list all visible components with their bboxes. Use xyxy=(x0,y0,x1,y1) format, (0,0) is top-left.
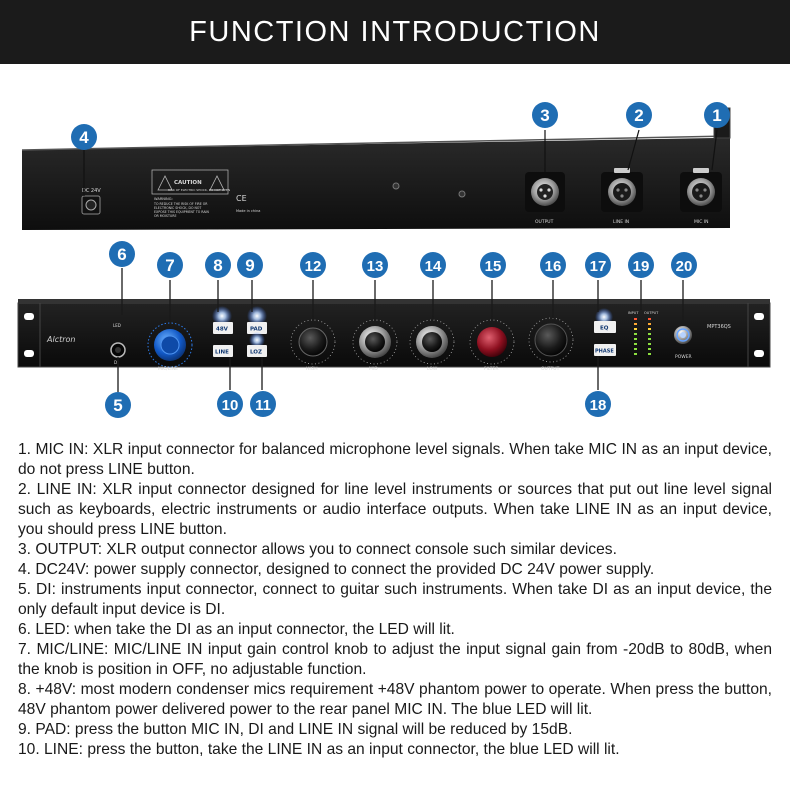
warning-line-3: ELECTRONIC SHOCK, DO NOT xyxy=(154,206,202,210)
description-item: 10. LINE: press the button, take the LINE IN as an input connector, the blue LED will lit. xyxy=(18,741,620,758)
badge-10 xyxy=(217,391,243,417)
description-item: 1. MIC IN: XLR input connector for balanced microphone level signals. When take MIC IN as an input device, do not press LINE button. xyxy=(18,441,772,478)
badge-13 xyxy=(362,252,388,278)
badge-15 xyxy=(480,252,506,278)
description-item: 6. LED: when take the DI as an input connector, the LED will lit. xyxy=(18,621,455,638)
badge-9 xyxy=(237,252,263,278)
line-button[interactable] xyxy=(213,345,233,357)
svg-text:14: 14 xyxy=(424,258,442,275)
warning-line-2: TO REDUCE THE RISK OF FIRE OR xyxy=(154,202,208,206)
svg-text:2: 2 xyxy=(634,106,644,125)
badge-14 xyxy=(420,252,446,278)
badge-7 xyxy=(157,252,183,278)
loz-button[interactable] xyxy=(247,345,267,357)
svg-text:19: 19 xyxy=(632,258,650,275)
page-title: FUNCTION INTRODUCTION xyxy=(189,15,601,48)
description-item: 9. PAD: press the button MIC IN, DI and LINE IN signal will be reduced by 15dB. xyxy=(18,721,573,738)
power-label: POWER xyxy=(675,355,692,360)
svg-text:15: 15 xyxy=(484,258,502,275)
svg-text:12: 12 xyxy=(304,258,322,275)
badge-2 xyxy=(626,102,652,128)
loz-button-label: LOZ xyxy=(250,349,262,356)
badge-12 xyxy=(300,252,326,278)
front-panel xyxy=(18,299,770,372)
description-item: 7. MIC/LINE: MIC/LINE IN input gain control knob to adjust the input signal gain from -20dB to 80dB, when the knob is position in OFF, no adjustable function. xyxy=(18,641,772,678)
mic-line-label: MIC/LINE xyxy=(158,367,178,372)
mid-label: MID xyxy=(369,367,378,372)
line-in-label: LINE IN xyxy=(613,220,630,225)
warning-line-1: WARNING: xyxy=(154,197,173,201)
description-item: 8. +48V: most modern condenser mics requirement +48V phantom power to operate. When press the button, 48V phantom power delivered power to the rear panel MIC IN. The blue LED will lit. xyxy=(18,681,772,718)
svg-text:8: 8 xyxy=(213,256,223,275)
caution-sub: RISK OF ELECTRIC SHOCK, DO NOT OPEN xyxy=(168,188,231,192)
phase-button-label: PHASE xyxy=(595,348,614,355)
svg-text:10: 10 xyxy=(221,397,239,414)
mic-in-label: MIC IN xyxy=(694,220,709,225)
svg-text:13: 13 xyxy=(366,258,384,275)
eq-button-label: EQ xyxy=(600,325,609,332)
48v-button-label: 48V xyxy=(216,326,228,333)
badge-3 xyxy=(532,102,558,128)
description-item: 4. DC24V: power supply connector, designed to connect the provided DC 24V power supply. xyxy=(18,561,655,578)
badge-4 xyxy=(71,124,97,150)
warning-line-4: EXPOSE THIS EQUIPMENT TO RAIN xyxy=(154,210,209,214)
caution-title: CAUTION xyxy=(174,180,202,186)
xlr-mic-in-connector[interactable] xyxy=(680,168,722,212)
badge-16 xyxy=(540,252,566,278)
dc-power-jack[interactable] xyxy=(82,196,100,214)
badge-18 xyxy=(585,391,611,417)
ce-mark: CE xyxy=(236,194,247,203)
svg-text:17: 17 xyxy=(589,258,607,275)
low-label: LOW xyxy=(427,367,438,372)
badge-5 xyxy=(105,392,131,418)
input-meter-label: INPUT xyxy=(628,311,639,315)
dc-label: DC 24V xyxy=(82,188,101,194)
description-item: 5. DI: instruments input connector, connect to guitar such instruments. When take DI as an input device, the only default input device is DI. xyxy=(18,581,772,618)
warning-line-5: OR MOISTURE xyxy=(154,214,177,218)
svg-text:11: 11 xyxy=(255,397,271,414)
di-label: DI xyxy=(114,360,119,365)
badge-19 xyxy=(628,252,654,278)
svg-text:3: 3 xyxy=(540,106,550,125)
badge-8 xyxy=(205,252,231,278)
led-label: LED xyxy=(113,323,121,328)
badge-6 xyxy=(109,241,135,267)
xlr-line-in-connector[interactable] xyxy=(601,168,643,212)
function-descriptions xyxy=(18,440,772,760)
filter-label: FILTER xyxy=(484,367,499,372)
description-item: 3. OUTPUT: XLR output connector allows you to connect console such similar devices. xyxy=(18,541,617,558)
svg-text:1: 1 xyxy=(712,106,722,125)
svg-text:20: 20 xyxy=(675,258,693,275)
output-meter-label: OUTPUT xyxy=(644,311,659,315)
model-label: MPT36QS xyxy=(707,324,731,330)
badge-1 xyxy=(704,102,730,128)
eq-button[interactable] xyxy=(594,321,616,333)
badge-17 xyxy=(585,252,611,278)
page-header xyxy=(0,0,790,64)
made-in-label: Made in china xyxy=(236,209,261,213)
badge-11 xyxy=(250,391,276,417)
svg-text:9: 9 xyxy=(245,256,255,275)
svg-text:4: 4 xyxy=(79,128,89,147)
power-button[interactable] xyxy=(674,326,692,344)
high-label: HIGH xyxy=(306,367,318,372)
phase-button[interactable] xyxy=(594,344,616,356)
product-figure xyxy=(0,64,790,430)
svg-text:6: 6 xyxy=(117,245,127,264)
di-jack-hole xyxy=(115,347,121,353)
description-item: 2. LINE IN: XLR input connector designed for line level instruments or sources that put out line level signal such as keyboards, electric instruments or audio interface outputs. When take LINE IN as an input device, you should press LINE button. xyxy=(18,481,772,538)
badge-20 xyxy=(671,252,697,278)
output-knob-label: OUTPUT xyxy=(541,367,560,372)
output-label: OUTPUT xyxy=(535,220,554,225)
brand-logo: Alctron xyxy=(47,335,76,344)
svg-text:5: 5 xyxy=(113,396,123,415)
rear-panel xyxy=(22,108,730,230)
48v-button[interactable] xyxy=(213,322,233,334)
svg-text:16: 16 xyxy=(544,258,562,275)
line-button-label: LINE xyxy=(215,349,229,356)
pad-button-label: PAD xyxy=(250,326,263,333)
svg-text:18: 18 xyxy=(589,397,607,414)
screw xyxy=(393,183,399,189)
screw xyxy=(459,191,465,197)
xlr-output-connector[interactable] xyxy=(525,172,565,212)
svg-text:7: 7 xyxy=(165,256,175,275)
